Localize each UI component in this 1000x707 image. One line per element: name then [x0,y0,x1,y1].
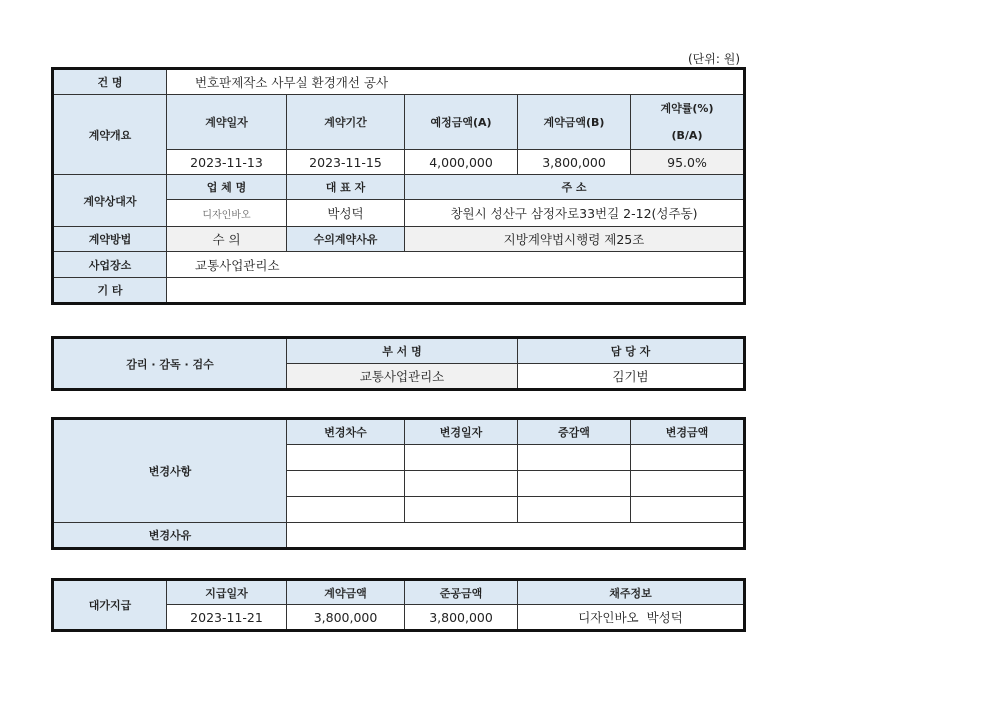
payment-contract-amount-value: 3,800,000 [287,605,405,631]
table-cell [631,497,745,523]
contract-amount-label: 계약금액(B) [518,95,631,150]
department-value: 교통사업관리소 [287,364,518,390]
ceo-label: 대 표 자 [287,175,405,200]
contract-date-label: 계약일자 [167,95,287,150]
contract-rate-label-line2: (B/A) [671,129,703,142]
change-delta-header: 증감액 [518,419,631,445]
ceo-value: 박성덕 [287,200,405,227]
table-cell [518,445,631,471]
changes-label: 변경사항 [53,419,287,523]
table-cell [405,445,518,471]
contract-amount-value: 3,800,000 [518,150,631,175]
manager-value: 김기범 [518,364,745,390]
table-cell [287,445,405,471]
payee-info-header: 채주정보 [518,580,745,605]
private-contract-reason-value: 지방계약법시행령 제25조 [405,227,745,252]
change-reason-value [287,523,745,549]
estimate-amount-value: 4,000,000 [405,150,518,175]
contract-method-value: 수 의 [167,227,287,252]
supervision-label: 감리 · 감독 · 검수 [53,338,287,390]
table-cell [405,497,518,523]
contract-period-value: 2023-11-15 [287,150,405,175]
table-cell [631,471,745,497]
contract-name-label: 건 명 [53,69,167,95]
business-place-value: 교통사업관리소 [167,252,745,278]
contract-rate-label-line1: 계약률(%) [660,102,714,115]
change-amount-header: 변경금액 [631,419,745,445]
contract-table [51,67,746,305]
payment-table [51,578,746,632]
change-round-header: 변경차수 [287,419,405,445]
payment-completion-amount-header: 준공금액 [405,580,518,605]
table-cell [518,497,631,523]
contract-date-value: 2023-11-13 [167,150,287,175]
payment-label: 대가지급 [53,580,167,631]
private-contract-reason-label: 수의계약사유 [287,227,405,252]
address-value: 창원시 성산구 삼정자로33번길 2-12(성주동) [405,200,745,227]
table-cell [287,497,405,523]
company-name-label: 업 체 명 [167,175,287,200]
contract-period-label: 계약기간 [287,95,405,150]
contract-name-value: 번호판제작소 사무실 환경개선 공사 [167,69,745,95]
table-cell [518,471,631,497]
table-cell [287,471,405,497]
address-label: 주 소 [405,175,745,200]
supervision-table [51,336,746,391]
table-cell [631,445,745,471]
table-cell [405,471,518,497]
contract-rate-value: 95.0% [631,150,745,175]
changes-table [51,417,746,550]
company-name-value: 디자인바오 [167,200,287,227]
contract-method-label: 계약방법 [53,227,167,252]
unit-label: (단위: 원) [688,52,740,66]
manager-label: 담 당 자 [518,338,745,364]
business-place-label: 사업장소 [53,252,167,278]
payment-date-header: 지급일자 [167,580,287,605]
overview-label: 계약개요 [53,95,167,175]
payment-date-value: 2023-11-21 [167,605,287,631]
etc-label: 기 타 [53,278,167,304]
estimate-amount-label: 예정금액(A) [405,95,518,150]
contract-rate-label [631,95,745,150]
payee-info-value: 디자인바오 박성덕 [518,605,745,631]
payment-contract-amount-header: 계약금액 [287,580,405,605]
contract-party-label: 계약상대자 [53,175,167,227]
department-label: 부 서 명 [287,338,518,364]
payment-completion-amount-value: 3,800,000 [405,605,518,631]
etc-value [167,278,745,304]
change-date-header: 변경일자 [405,419,518,445]
change-reason-label: 변경사유 [53,523,287,549]
